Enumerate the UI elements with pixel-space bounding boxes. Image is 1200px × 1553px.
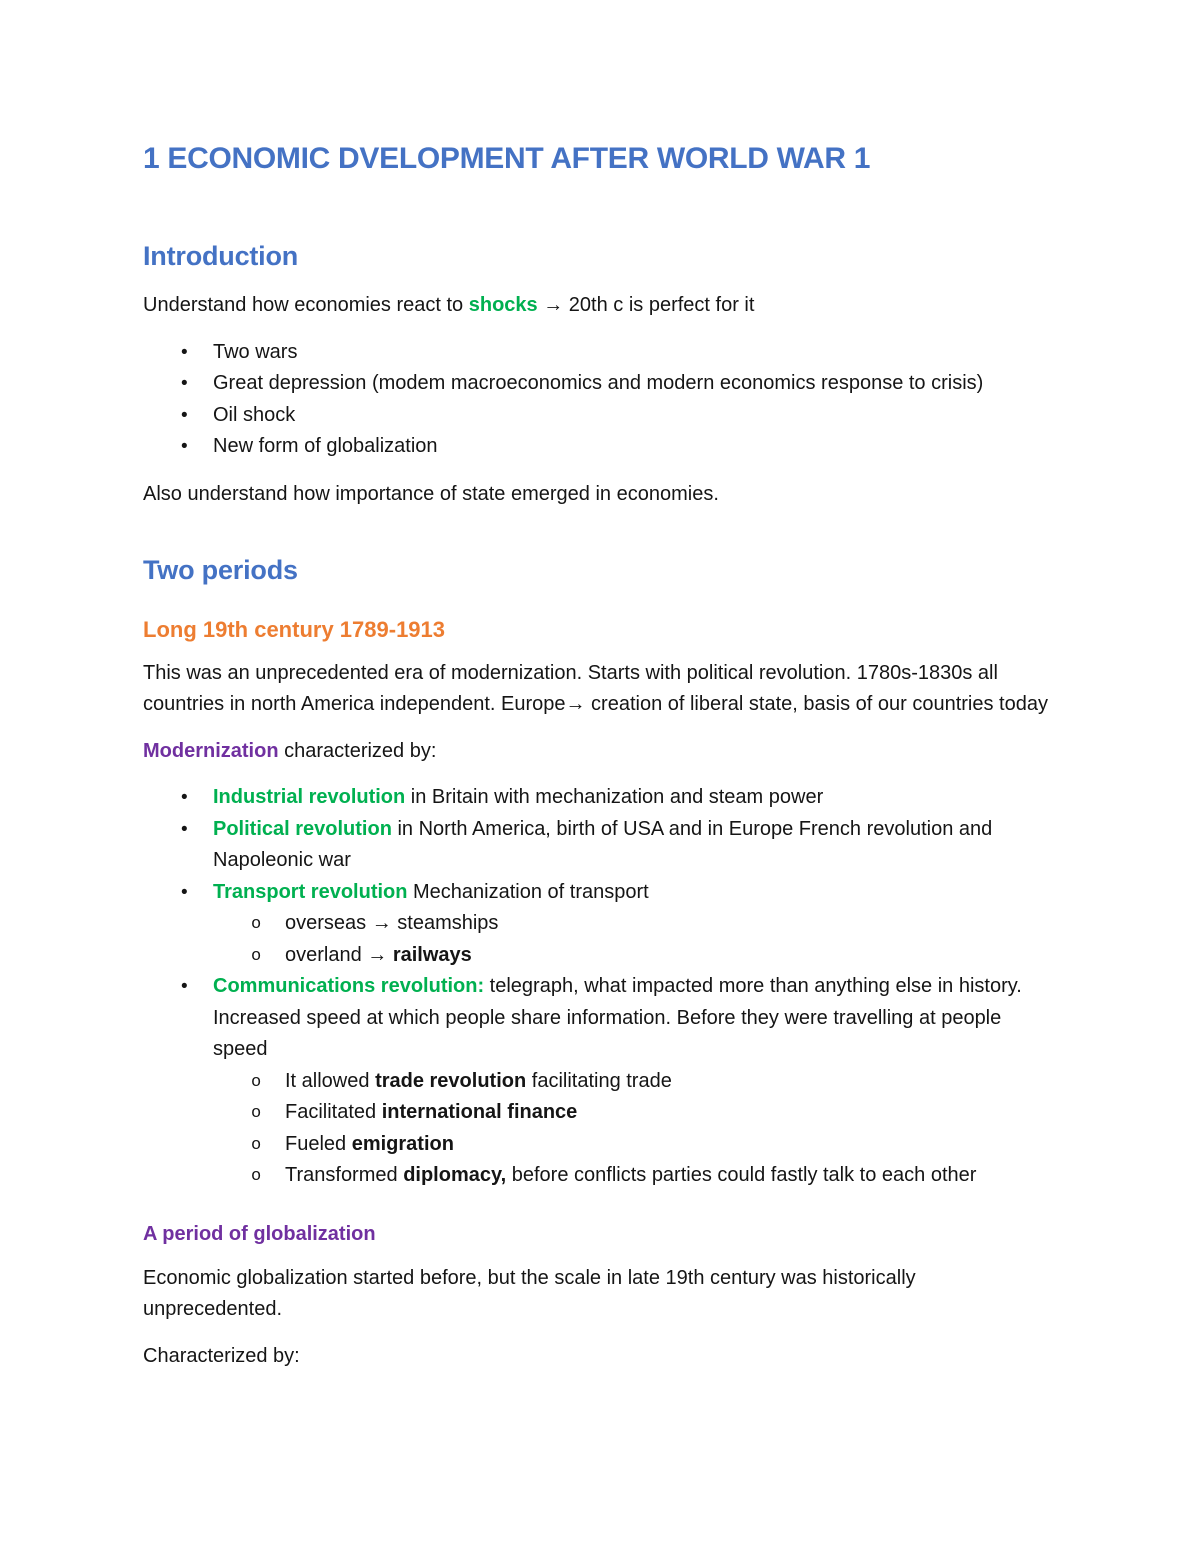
- list-item: [143, 877, 1057, 972]
- modernization-bullet-list: [143, 782, 1057, 1192]
- sub-item-post: before conflicts parties could fastly talk to each other: [506, 1164, 977, 1186]
- modernization-lead: [143, 736, 1057, 768]
- bullet-marker: •: [181, 404, 188, 426]
- bullet-marker: •: [181, 436, 188, 458]
- sub-bullet-marker: o: [251, 915, 262, 934]
- sub-item-pre: Facilitated: [285, 1101, 382, 1123]
- long19-paragraph: This was an unprecedented era of modernization. Starts with political revolution. 1780s-1830s all countries in north America independent. Europe→ creation of liberal state, basis of our countries today: [143, 661, 1048, 715]
- list-item: [213, 1160, 1057, 1192]
- sub-item-pre: Transformed: [285, 1164, 404, 1186]
- document-title: 1 ECONOMIC DVELOPMENT AFTER WORLD WAR 1: [143, 142, 871, 175]
- bullet-marker: •: [181, 976, 188, 997]
- sub-item-post: facilitating trade: [526, 1069, 672, 1092]
- list-item: [213, 908, 1057, 940]
- list-item-text: Two wars: [213, 340, 298, 363]
- communications-sub-list: [213, 1066, 1057, 1192]
- also-understand-paragraph: Also understand how importance of state emerged in economies.: [143, 482, 719, 505]
- sub-item-bold: emigration: [351, 1132, 454, 1155]
- globalization-paragraph: Economic globalization started before, but the scale in late 19th century was historically unprecedented.: [143, 1266, 916, 1320]
- section-heading-introduction: Introduction: [143, 240, 299, 271]
- list-item: [143, 337, 1057, 369]
- bullet-marker: •: [181, 818, 188, 840]
- sub-bullet-marker: o: [251, 1072, 262, 1092]
- list-item: [143, 368, 1057, 400]
- list-item: [143, 431, 1057, 463]
- list-item-text: in Britain with mechanization and steam power: [405, 786, 824, 808]
- intro-lead-post: 20th c is perfect for it: [568, 294, 755, 317]
- list-item: [143, 782, 1057, 814]
- highlight-shocks: shocks: [468, 294, 538, 317]
- modernization-lead-rest: characterized by:: [278, 739, 437, 762]
- sub-item-bold: railways: [392, 943, 472, 966]
- intro-lead-pre: Understand how economies react to: [143, 294, 469, 317]
- bullet-marker: •: [181, 341, 188, 363]
- sub-item-bold: diplomacy,: [403, 1164, 507, 1186]
- section-heading-two-periods: Two periods: [143, 555, 298, 586]
- sub-item-pre: overseas →: [285, 912, 398, 934]
- sub-item-bold: trade revolution: [375, 1069, 527, 1092]
- list-item-text: New form of globalization: [213, 435, 438, 458]
- bullet-marker: •: [181, 787, 188, 808]
- list-item: [213, 1097, 1057, 1129]
- term-modernization: Modernization: [143, 739, 279, 762]
- sub-item-pre: overland →: [285, 943, 393, 966]
- list-item-text: Mechanization of transport: [407, 880, 649, 903]
- sub-bullet-marker: o: [251, 946, 262, 966]
- list-item: [213, 940, 1057, 972]
- term-industrial-revolution: Industrial revolution: [213, 786, 406, 808]
- list-item-text: Great depression (modem macroeconomics and modern economics response to crisis): [213, 372, 984, 395]
- intro-bullet-list: [143, 337, 1057, 463]
- list-item: [213, 1129, 1057, 1161]
- term-transport-revolution: Transport revolution: [213, 880, 408, 903]
- characterized-by-paragraph: Characterized by:: [143, 1344, 300, 1367]
- list-item: [213, 1066, 1057, 1098]
- sub-bullet-marker: o: [251, 1104, 262, 1123]
- arrow-glyph: →: [537, 294, 569, 317]
- sub-item-pre: Fueled: [285, 1132, 352, 1155]
- list-item-text: telegraph, what impacted more than anything else in history. Increased speed at which people share information. Before they were travelling at people speed: [213, 975, 1022, 1060]
- bullet-marker: •: [181, 881, 188, 903]
- transport-sub-list: [213, 908, 1057, 971]
- list-item: [143, 971, 1057, 1192]
- sub-item-pre: It allowed: [285, 1069, 376, 1092]
- term-communications-revolution: Communications revolution:: [213, 975, 485, 997]
- sub-item-post: steamships: [397, 912, 499, 934]
- list-item-text: Oil shock: [213, 403, 296, 426]
- subsection-heading-period-of-globalization: A period of globalization: [143, 1222, 376, 1245]
- list-item-text: in North America, birth of USA and in Europe French revolution and Napoleonic war: [213, 817, 993, 871]
- bullet-marker: •: [181, 373, 188, 395]
- intro-lead-paragraph: [143, 290, 1057, 322]
- sub-bullet-marker: o: [251, 1135, 262, 1155]
- sub-bullet-marker: o: [251, 1167, 262, 1186]
- term-political-revolution: Political revolution: [213, 817, 392, 840]
- subsection-heading-long-19th-century: Long 19th century 1789-1913: [143, 617, 446, 642]
- list-item: [143, 814, 1057, 877]
- sub-item-bold: international finance: [381, 1101, 578, 1123]
- list-item: [143, 400, 1057, 432]
